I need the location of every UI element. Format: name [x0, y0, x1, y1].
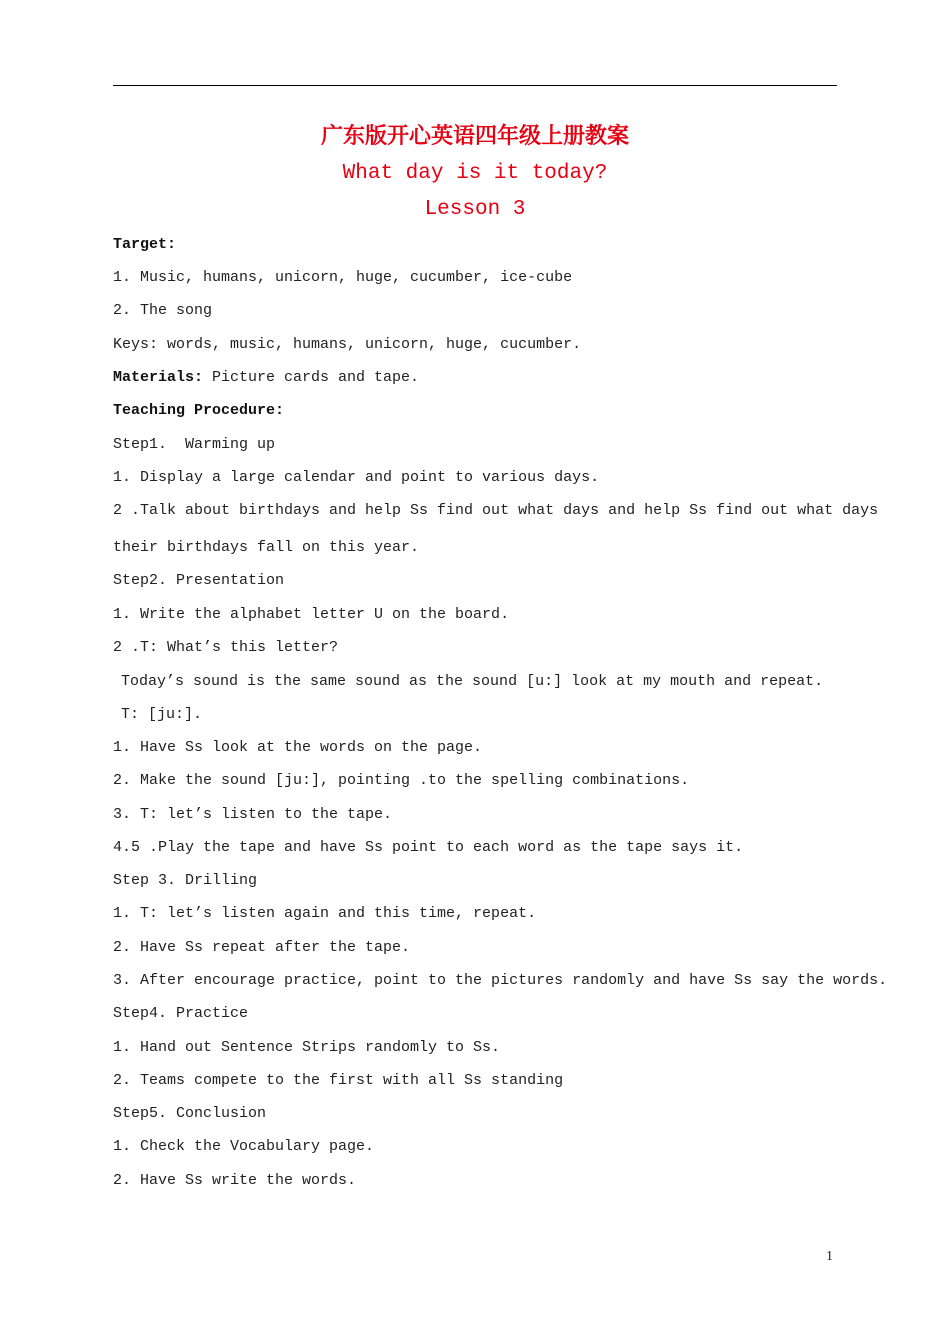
- section-label: Teaching Procedure:: [113, 402, 285, 419]
- section-label: Target:: [113, 236, 177, 253]
- step-item: 1. Hand out Sentence Strips randomly to Ss.: [113, 1039, 501, 1056]
- step-title: Step2. Presentation: [113, 572, 285, 589]
- step-title: Step 3. Drilling: [113, 872, 258, 889]
- step-title: Step5. Conclusion: [113, 1105, 267, 1122]
- step-item: their birthdays fall on this year.: [113, 539, 420, 556]
- target-item: 1. Music, humans, unicorn, huge, cucumber, ice-cube: [113, 269, 573, 286]
- step-item: 2. Make the sound [ju:], pointing .to the spelling combinations.: [113, 772, 690, 789]
- step-item: Today’s sound is the same sound as the sound [u:] look at my mouth and repeat.: [121, 673, 824, 690]
- document-title-english: What day is it today?: [342, 162, 608, 185]
- step-item: 2 .Talk about birthdays and help Ss find out what days and help Ss find out what days: [113, 502, 879, 519]
- step-item: 1. Check the Vocabulary page.: [113, 1138, 375, 1155]
- target-heading: [113, 235, 176, 255]
- lesson-title: Lesson 3: [424, 198, 526, 221]
- step-item: 3. After encourage practice, point to the pictures randomly and have Ss say the words.: [113, 972, 888, 989]
- procedure-heading: [113, 401, 284, 421]
- page-number: 1: [826, 1249, 833, 1264]
- step-title: Step4. Practice: [113, 1005, 249, 1022]
- document-title-chinese: 广东版开心英语四年级上册教案: [320, 123, 629, 149]
- step-item: 1. Display a large calendar and point to various days.: [113, 469, 600, 486]
- step-item: 2. Have Ss repeat after the tape.: [113, 939, 411, 956]
- target-item: 2. The song: [113, 302, 213, 319]
- step-item: 1. Have Ss look at the words on the page.: [113, 739, 483, 756]
- step-item: 1. Write the alphabet letter U on the board.: [113, 606, 510, 623]
- keys-line: Keys: words, music, humans, unicorn, huge, cucumber.: [113, 336, 582, 353]
- step-item: 2. Teams compete to the first with all Ss standing: [113, 1072, 564, 1089]
- materials-text: Picture cards and tape.: [203, 369, 420, 386]
- step-item: 1. T: let’s listen again and this time, repeat.: [113, 905, 537, 922]
- materials-line: [113, 368, 419, 388]
- step-title: Step1. Warming up: [113, 436, 276, 453]
- step-item: T: [ju:].: [121, 706, 203, 723]
- step-item: 4.5 .Play the tape and have Ss point to each word as the tape says it.: [113, 839, 744, 856]
- step-item: 2 .T: What’s this letter?: [113, 639, 339, 656]
- materials-label: Materials:: [113, 369, 204, 386]
- step-item: 3. T: let’s listen to the tape.: [113, 806, 393, 823]
- step-item: 2. Have Ss write the words.: [113, 1172, 357, 1189]
